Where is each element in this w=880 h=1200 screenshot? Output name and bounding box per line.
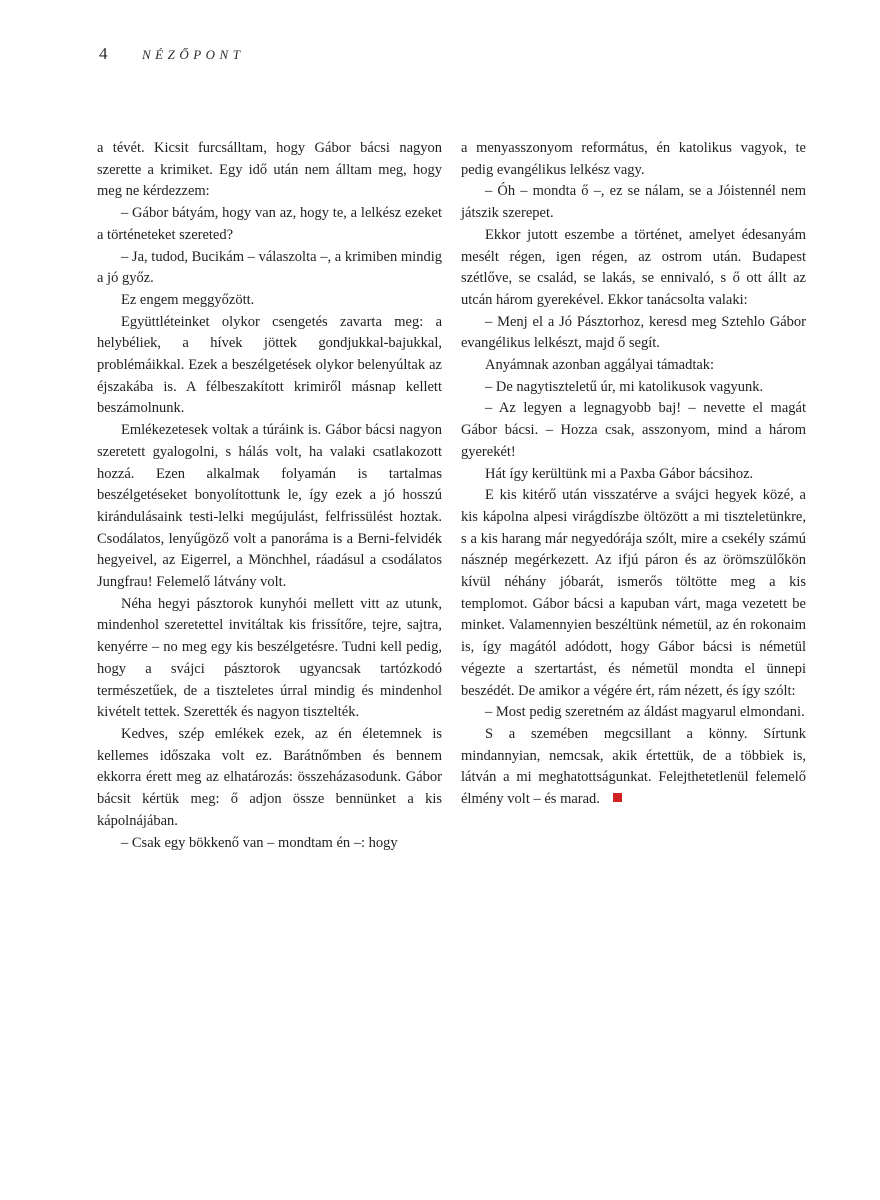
paragraph: Kedves, szép emlékek ezek, az én életemnek is kellemes időszaka volt ez. Barátnőmben és bennem ekkorra érett meg az elhatározás: összeházasodunk. Gábor bácsit kértük meg: ő adjon össze bennünket a kis kápolnájában. bbox=[97, 725, 442, 829]
closing-paragraph bbox=[461, 724, 806, 811]
paragraph: Együttléteinket olykor csengetés zavarta meg: a helybéliek, a hívek jöttek gondjukkal-bajukkal, problémáikkal. Ezek a beszélgetések olykor belenyúltak az éjszakába is. A félbeszakított krimiről másnap kellett beszámolnunk. bbox=[97, 313, 442, 417]
end-of-article-square-icon bbox=[613, 793, 622, 802]
paragraph: E kis kitérő után visszatérve a svájci hegyek közé, a kis kápolna alpesi virágdíszbe öltözött a mi tiszteletünkre, s a kis harang már negyedórája szólt, mire a csekély számú násznép megérkezett. Az ifjú páron és az örömszülőkön kívül néhány jóbarát, ismerős töltötte meg a kis templomot. Gábor bácsi a kapuban várt, maga vezetett be minket. Valamennyien beszéltünk németül, az én rokonaim is, így magától adódott, hogy Gábor bácsi is németül végezte a szertartást, és németül mondta el ünnepi beszédét. De amikor a végére ért, rám nézett, és így szólt: bbox=[461, 487, 806, 699]
paragraph: – Óh – mondta ő –, ez se nálam, se a Jóistennél nem játszik szerepet. bbox=[461, 183, 806, 222]
right-column bbox=[461, 138, 806, 854]
paragraph: Anyámnak azonban aggályai támadtak: bbox=[485, 357, 715, 374]
paragraph: – Most pedig szeretném az áldást magyarul elmondani. bbox=[485, 704, 805, 721]
paragraph: Néha hegyi pásztorok kunyhói mellett vitt az utunk, mindenhol szeretettel invitáltak kis frissítőre, tejre, sajtra, kenyérre – no meg egy kis beszélgetésre. Tudni kell pedig, hogy a svájci pásztorok ugyancsak tartózkodó természetűek, de a tiszteletes úrral mindig és mindenhol kivételt tettek. Szerették és nagyon tisztelték. bbox=[97, 595, 442, 721]
paragraph: – Ja, tudod, Bucikám – válaszolta –, a krimiben mindig a jó győz. bbox=[97, 248, 442, 287]
closing-paragraph-text: S a szemében megcsillant a könny. Sírtunk mindannyian, nemcsak, akik értettük, de a többiek is, látván a mi meghatottságunkat. Felejthetetlenül felemelő élmény volt – és marad. bbox=[461, 725, 806, 808]
left-column bbox=[97, 138, 442, 854]
article-body bbox=[97, 138, 807, 854]
paragraph: – Csak egy bökkenő van – mondtam én –: hogy bbox=[121, 834, 398, 851]
paragraph: Ekkor jutott eszembe a történet, amelyet édesanyám mesélt régen, igen régen, az ostrom után. Budapest szétlőve, se család, se lakás, se ennivaló, s ő ott állt az utcán három gyerekével. Ekkor tanácsolta valaki: bbox=[461, 226, 806, 308]
paragraph: – Menj el a Jó Pásztorhoz, keresd meg Sztehlo Gábor evangélikus lelkészt, majd ő segít. bbox=[461, 313, 806, 352]
paragraph: – Az legyen a legnagyobb baj! – nevette el magát Gábor bácsi. – Hozza csak, asszonyom, mind a három gyerekét! bbox=[461, 400, 806, 460]
paragraph: Ez engem meggyőzött. bbox=[121, 291, 255, 308]
paragraph: a tévét. Kicsit furcsálltam, hogy Gábor bácsi nagyon szerette a krimiket. Egy idő után nem álltam meg, hogy meg ne kérdezzem: bbox=[97, 140, 442, 200]
paragraph: Emlékezetesek voltak a túráink is. Gábor bácsi nagyon szeretett gyalogolni, s hálás volt, ha valaki csatlakozott hozzá. Ezen alkalmak folyamán is tartalmas beszélgetéseket bonyolítottunk le, így ezek a jó hosszú kirándulásaink testi-lelki megújulást, felfrissülést hoztak. Csodálatos, lenyűgöző volt a panoráma is a Berni-felvidék hegyeivel, az Eigerrel, a Mönchhel, ráadásul a csodálatos Jungfrau! Felemelő látvány volt. bbox=[97, 422, 442, 591]
paragraph: Hát így kerültünk mi a Paxba Gábor bácsihoz. bbox=[485, 465, 754, 482]
paragraph: – De nagytiszteletű úr, mi katolikusok vagyunk. bbox=[485, 378, 764, 395]
section-title: NÉZŐPONT bbox=[142, 47, 245, 62]
running-head bbox=[99, 44, 244, 64]
page-number: 4 bbox=[99, 44, 108, 63]
paragraph: a menyasszonyom református, én katolikus vagyok, te pedig evangélikus lelkész vagy. bbox=[461, 140, 806, 178]
paragraph: – Gábor bátyám, hogy van az, hogy te, a lelkész ezeket a történeteket szereted? bbox=[97, 205, 442, 243]
